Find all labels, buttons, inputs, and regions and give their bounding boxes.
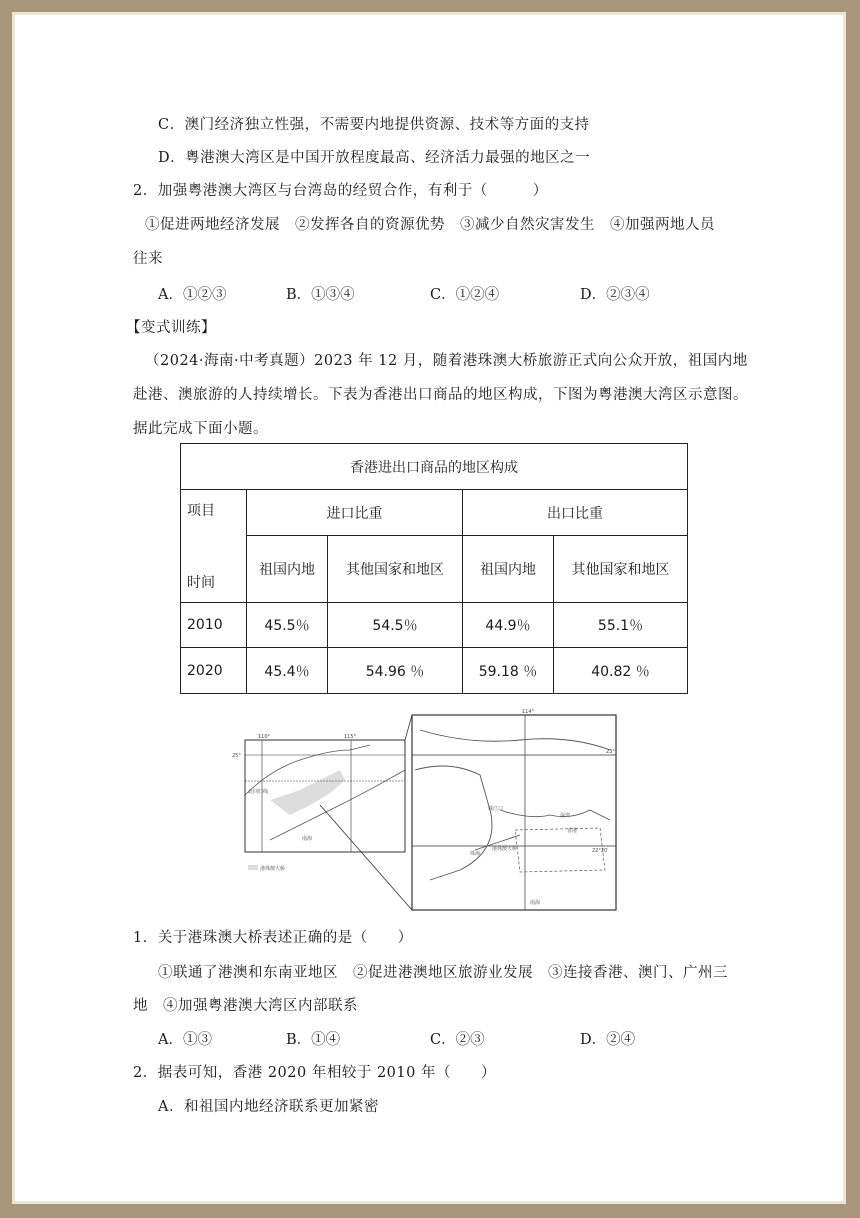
question-2-items-cont: 往来 bbox=[133, 251, 163, 267]
option: D．②④ bbox=[580, 1032, 636, 1048]
label-river: 珠江口 bbox=[488, 806, 504, 812]
option: D．②③④ bbox=[580, 287, 650, 303]
header-item-time bbox=[181, 490, 247, 603]
question-2-stem: 2．据表可知，香港 2020 年相较于 2010 年（ ） bbox=[133, 1065, 496, 1081]
option-c: C．澳门经济独立性强，不需要内地提供资源、技术等方面的支持 bbox=[158, 117, 590, 133]
cell: 40.82 ％ bbox=[554, 648, 688, 694]
cell: 2020 bbox=[181, 648, 247, 694]
subheader: 祖国内地 bbox=[463, 536, 554, 603]
option: A．①②③ bbox=[158, 287, 227, 303]
question-1-items-cont: 地 ④加强粤港澳大湾区内部联系 bbox=[133, 998, 358, 1014]
cell: 45.4％ bbox=[247, 648, 328, 694]
detail-map bbox=[412, 709, 616, 910]
label-25: 25° bbox=[232, 753, 241, 759]
cell: 54.5％ bbox=[328, 603, 463, 648]
section-heading: 【变式训练】 bbox=[126, 320, 216, 336]
header-time: 时间 bbox=[187, 575, 215, 591]
bay-area-map bbox=[230, 700, 620, 915]
option-d: D．粤港澳大湾区是中国开放程度最高、经济活力最强的地区之一 bbox=[158, 150, 591, 166]
table-title: 香港进出口商品的地区构成 bbox=[181, 444, 688, 490]
cell: 2010 bbox=[181, 603, 247, 648]
table-row bbox=[181, 603, 688, 648]
cell: 59.18 ％ bbox=[463, 648, 554, 694]
question-1-stem: 1．关于港珠澳大桥表述正确的是（ ） bbox=[133, 930, 413, 946]
label-tropic: 北回归线 bbox=[248, 789, 269, 795]
label-zhuhai: 珠海 bbox=[470, 851, 481, 857]
intro-line: 赴港、澳旅游的人持续增长。下表为香港出口商品的地区构成，下图为粤港澳大湾区示意图。 bbox=[133, 387, 748, 403]
option: B．①③④ bbox=[286, 287, 355, 303]
option: C．①②④ bbox=[430, 287, 500, 303]
intro-line: 据此完成下面小题。 bbox=[133, 421, 268, 437]
option: C．②③ bbox=[430, 1032, 485, 1048]
cell: 44.9％ bbox=[463, 603, 554, 648]
overview-map bbox=[232, 734, 405, 872]
label-shenzhen: 深圳 bbox=[560, 813, 571, 819]
legend-text: 港珠澳大桥 bbox=[260, 866, 286, 872]
label-23: 23° bbox=[606, 749, 615, 755]
label-sea: 南海 bbox=[530, 900, 541, 906]
label-114: 114° bbox=[522, 709, 535, 715]
question-1-items: ①联通了港澳和东南亚地区 ②促进港澳地区旅游业发展 ③连接香港、澳门、广州三 bbox=[158, 965, 728, 981]
option: B．①④ bbox=[286, 1032, 341, 1048]
question-2-stem: 2．加强粤港澳大湾区与台湾岛的经贸合作，有利于（ ） bbox=[133, 183, 548, 199]
option: A．①③ bbox=[158, 1032, 212, 1048]
cell: 55.1％ bbox=[554, 603, 688, 648]
subheader: 其他国家和地区 bbox=[554, 536, 688, 603]
cell: 45.5％ bbox=[247, 603, 328, 648]
label-bridge: 港珠澳大桥 bbox=[492, 846, 518, 852]
subheader: 其他国家和地区 bbox=[328, 536, 463, 603]
header-import: 进口比重 bbox=[247, 490, 463, 536]
intro-line: （2024·海南·中考真题）2023 年 12 月，随着港珠澳大桥旅游正式向公众开放，祖国内地 bbox=[145, 353, 748, 369]
label-hongkong: 香港 bbox=[567, 828, 578, 834]
cell: 54.96 ％ bbox=[328, 648, 463, 694]
table-row bbox=[181, 648, 688, 694]
label-110: 110° bbox=[258, 734, 271, 740]
question-2-items: ①促进两地经济发展 ②发挥各自的资源优势 ③减少自然灾害发生 ④加强两地人员 bbox=[145, 217, 715, 233]
header-item: 项目 bbox=[187, 503, 215, 519]
label-115: 115° bbox=[344, 734, 357, 740]
question-2-option-a: A．和祖国内地经济联系更加紧密 bbox=[158, 1099, 379, 1115]
label-sea: 南海 bbox=[302, 836, 313, 842]
trade-table bbox=[180, 443, 688, 694]
label-2220: 22°20′ bbox=[592, 848, 609, 854]
subheader: 祖国内地 bbox=[247, 536, 328, 603]
header-export: 出口比重 bbox=[463, 490, 688, 536]
